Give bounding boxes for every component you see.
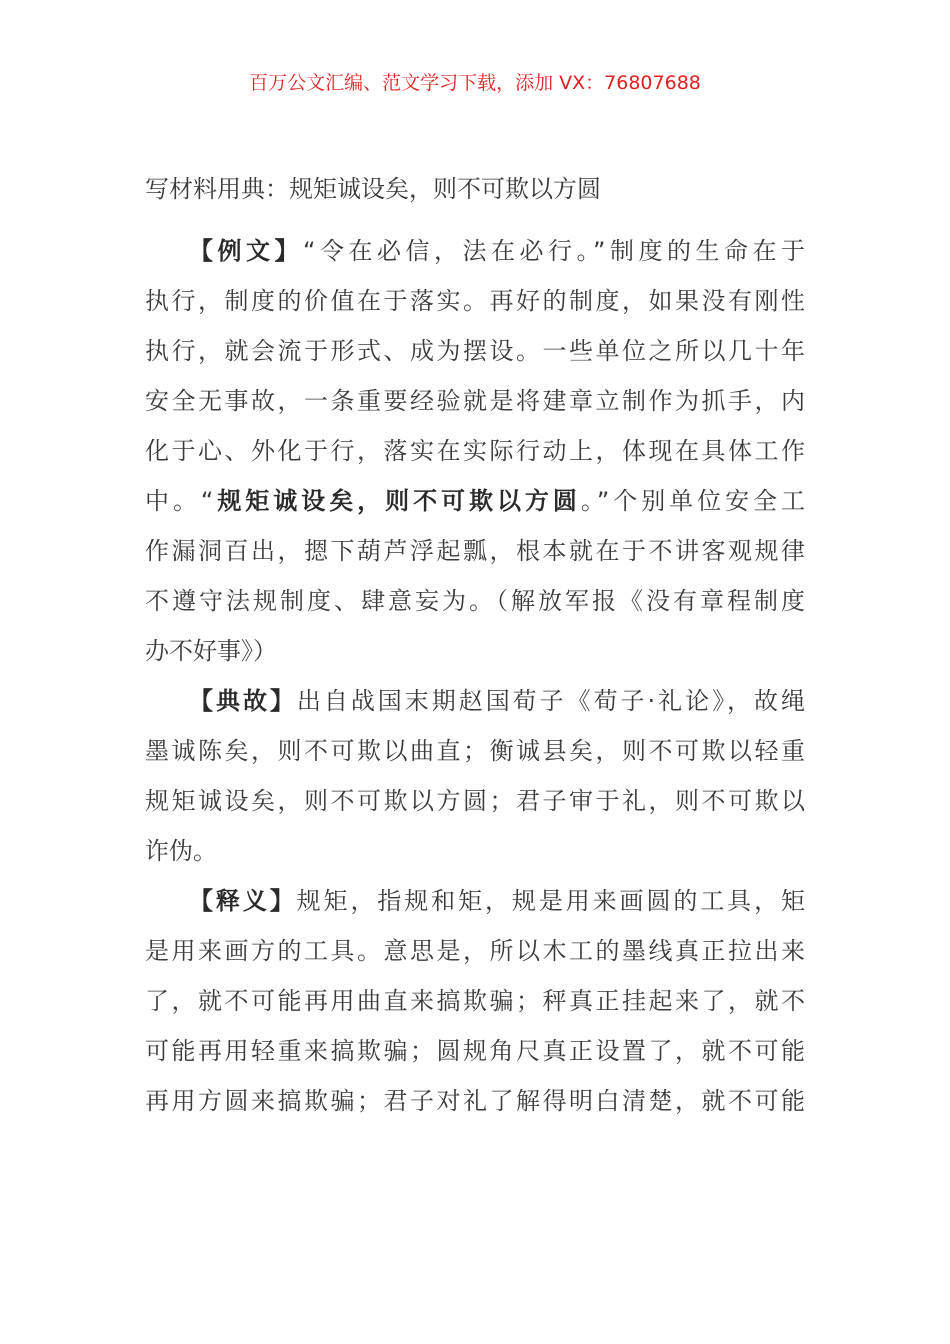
- text-segment: 不遵守法规制度、肆意妄为。（解放军报《没有章程制度: [145, 587, 805, 615]
- text-line: [145, 432, 805, 482]
- text-line: [145, 232, 805, 282]
- document-title: 写材料用典：规矩诚设矣，则不可欺以方圆: [145, 175, 601, 203]
- text-segment: 作漏洞百出，摁下葫芦浮起瓢，根本就在于不讲客观规律: [145, 537, 805, 565]
- text-line: [145, 882, 805, 932]
- text-segment: 再用方圆来搞欺骗；君子对礼了解得明白清楚，就不可能: [145, 1087, 805, 1115]
- text-segment: 可能再用轻重来搞欺骗；圆规角尺真正设置了，就不可能: [145, 1037, 805, 1065]
- text-line: [145, 982, 805, 1032]
- text-segment: “令在必信，法在必行。”制度的生命在于: [303, 237, 805, 265]
- explanation-paragraph: [145, 882, 805, 1132]
- text-line: [145, 732, 805, 782]
- text-line: [145, 532, 805, 582]
- text-segment: 安全无事故，一条重要经验就是将建章立制作为抓手，内: [145, 387, 805, 415]
- text-line: [145, 782, 805, 832]
- allusion-paragraph: [145, 682, 805, 882]
- text-segment: 执行，就会流于形式、成为摆设。一些单位之所以几十年: [145, 337, 805, 365]
- section-label: 【例文】: [189, 237, 304, 265]
- text-segment: 是用来画方的工具。意思是，所以木工的墨线真正拉出来: [145, 937, 805, 965]
- text-line: [145, 932, 805, 982]
- text-segment: 出自战国末期赵国荀子《荀子·礼论》，故绳: [296, 687, 805, 715]
- document-body: [145, 232, 805, 1132]
- example-paragraph: [145, 232, 805, 682]
- text-segment: 中。“: [145, 487, 214, 515]
- text-line: [145, 1032, 805, 1082]
- text-line: [145, 482, 805, 532]
- text-segment: 。”个别单位安全工: [580, 487, 806, 515]
- text-segment: 办不好事》）: [145, 637, 277, 665]
- section-label: 【释义】: [189, 887, 297, 915]
- text-line: [145, 632, 805, 682]
- bold-quote: 规矩诚设矣，则不可欺以方圆: [213, 487, 581, 515]
- text-line: [145, 282, 805, 332]
- text-line: [145, 582, 805, 632]
- text-segment: 规矩诚设矣，则不可欺以方圆；君子审于礼，则不可欺以: [145, 787, 805, 815]
- text-line: [145, 682, 805, 732]
- text-segment: 执行，制度的价值在于落实。再好的制度，如果没有刚性: [145, 287, 805, 315]
- watermark-header: 百万公文汇编、范文学习下载，添加 VX：76807688: [249, 72, 701, 94]
- text-line: [145, 382, 805, 432]
- text-segment: 墨诚陈矣，则不可欺以曲直；衡诚县矣，则不可欺以轻重: [145, 737, 805, 765]
- text-segment: 化于心、外化于行，落实在实际行动上，体现在具体工作: [145, 437, 805, 465]
- text-line: [145, 332, 805, 382]
- text-segment: 诈伪。: [145, 837, 217, 865]
- text-segment: 规矩，指规和矩，规是用来画圆的工具，矩: [296, 887, 806, 915]
- text-line: [145, 832, 805, 882]
- text-segment: 了，就不可能再用曲直来搞欺骗；秤真正挂起来了，就不: [145, 987, 805, 1015]
- section-label: 【典故】: [189, 687, 297, 715]
- text-line: [145, 1082, 805, 1132]
